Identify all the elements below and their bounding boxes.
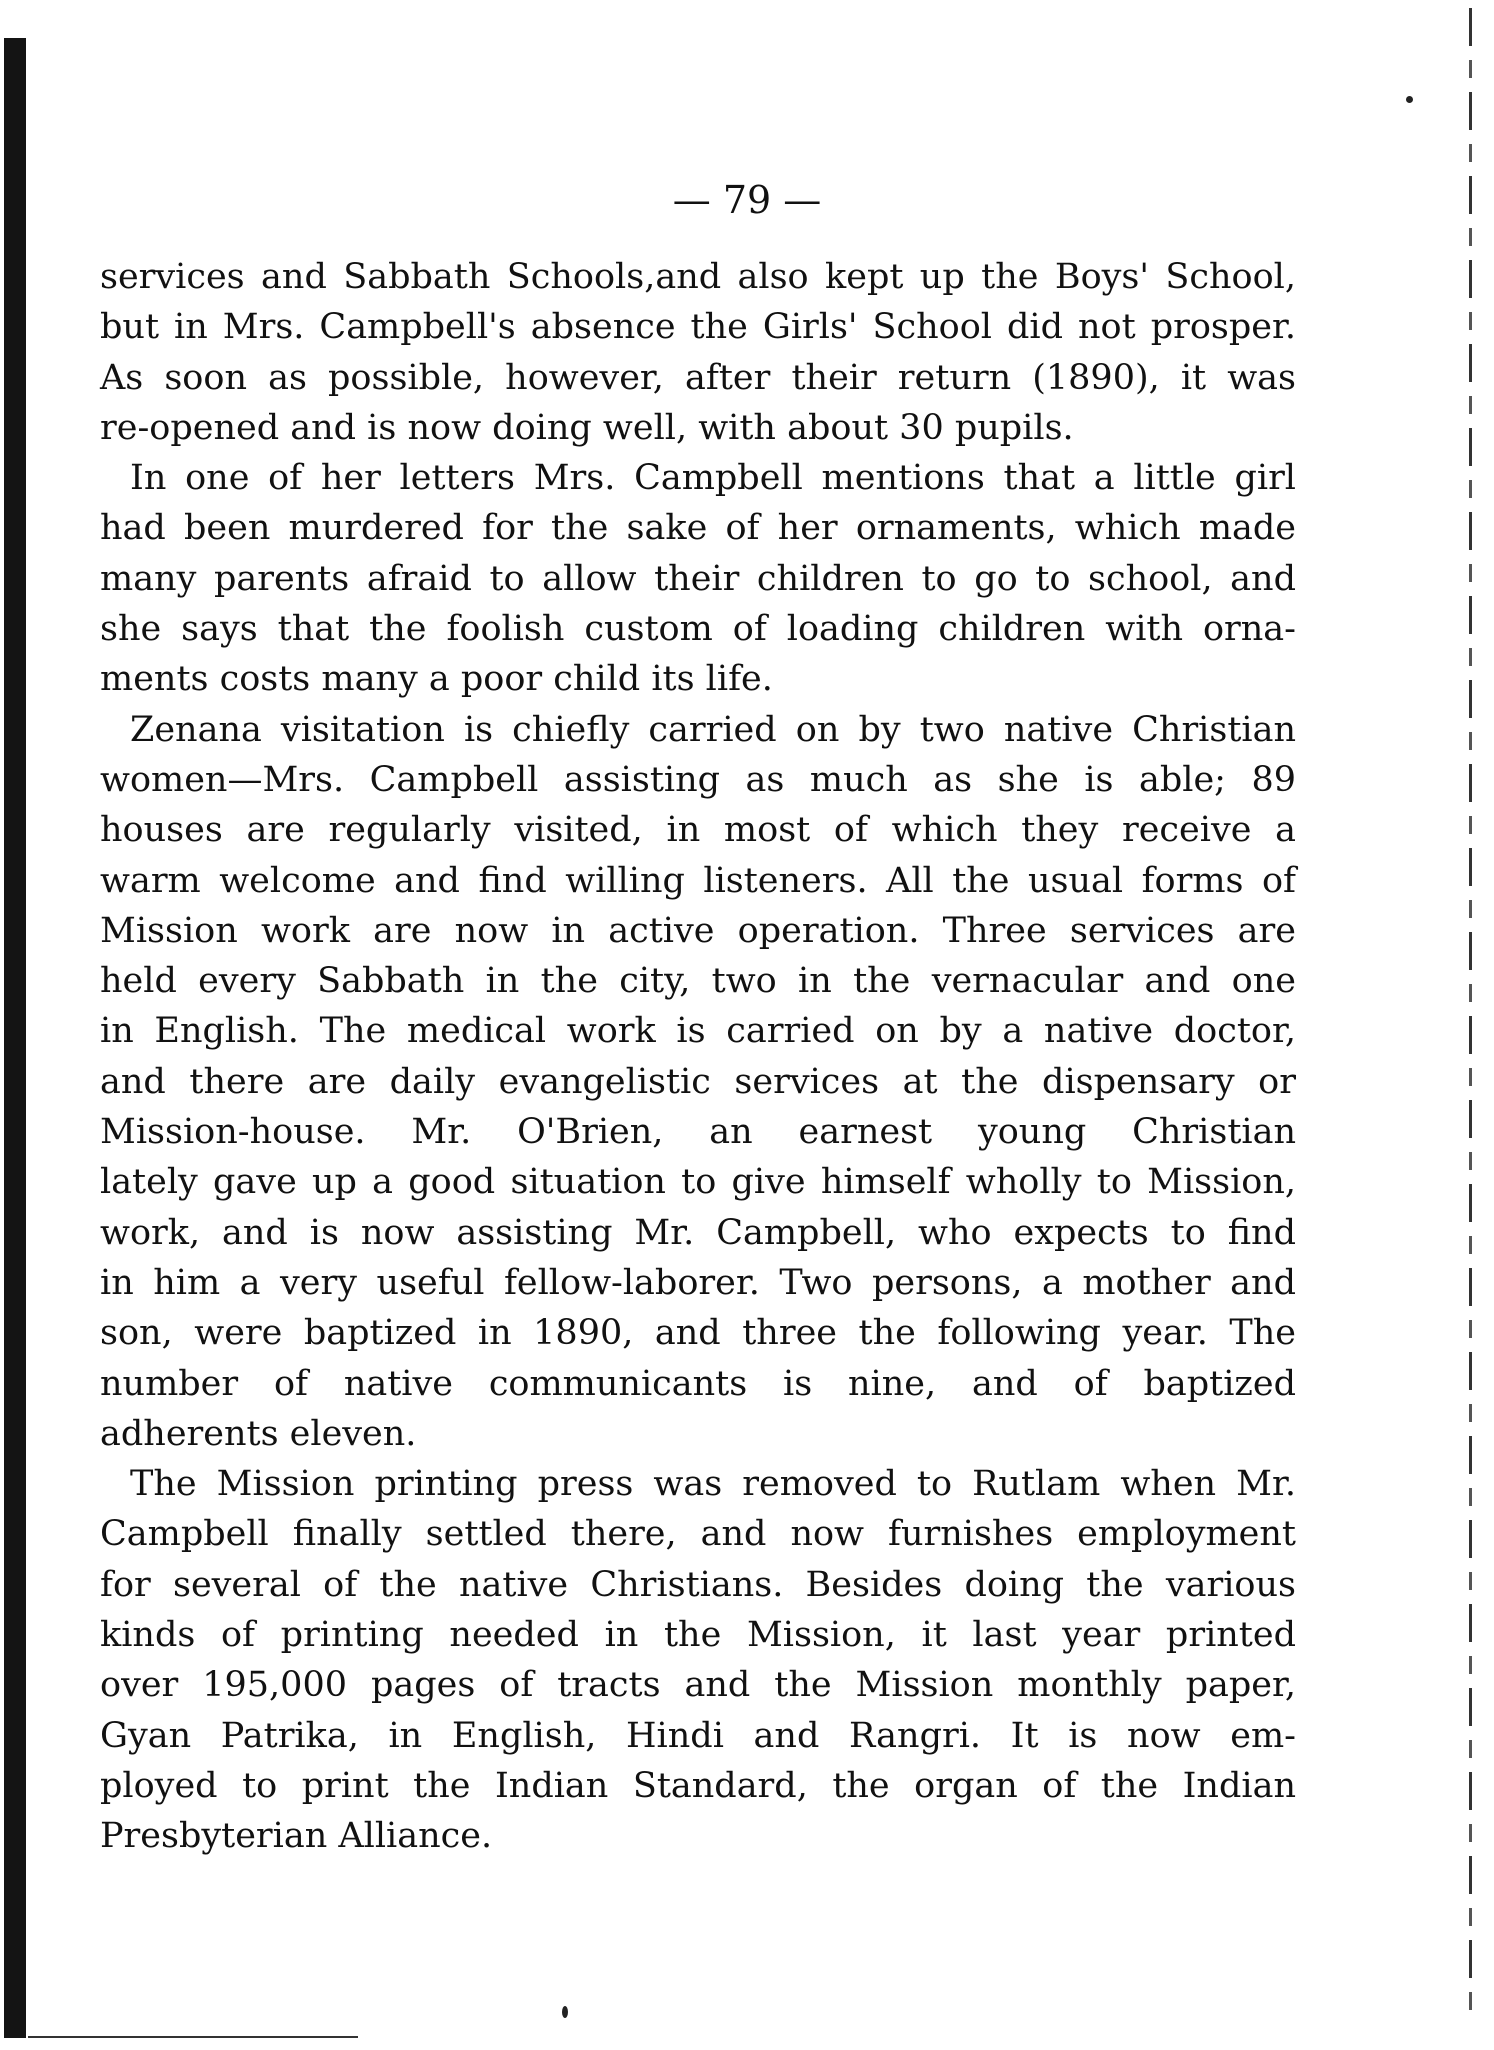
text-line: for several of the native Christians. Besides doing the various <box>100 1564 1296 1605</box>
text-line: Mission work are now in active operation. Three services are <box>100 910 1296 951</box>
text-line: she says that the foolish custom of loading children with orna- <box>100 609 1296 650</box>
text-line: services and Sabbath Schools,and also kept up the Boys' School, <box>100 257 1296 297</box>
binding-edge <box>4 38 26 2038</box>
text-line: had been murdered for the sake of her ornaments, which made <box>100 508 1296 549</box>
text-line: in him a very useful fellow-laborer. Two persons, a mother and <box>100 1262 1296 1303</box>
text-line: lately gave up a good situation to give himself wholly to Mission, <box>100 1162 1296 1203</box>
text-line: work, and is now assisting Mr. Campbell, who expects to find <box>100 1212 1296 1253</box>
scan-speck <box>1406 96 1413 103</box>
text-line: women—Mrs. Campbell assisting as much as she is able; 89 <box>100 759 1296 800</box>
text-line: many parents afraid to allow their children to go to school, and <box>100 558 1296 599</box>
text-line: Gyan Patrika, in English, Hindi and Rangri. It is now em- <box>100 1715 1296 1756</box>
text-line: Mission-house. Mr. O'Brien, an earnest young Christian <box>100 1112 1296 1153</box>
text-line: warm welcome and find willing listeners. All the usual forms of <box>100 860 1296 901</box>
text-line: As soon as possible, however, after their return (1890), it was <box>100 357 1296 398</box>
text-line: son, were baptized in 1890, and three the following year. The <box>100 1313 1296 1354</box>
body-text <box>100 252 1296 1862</box>
text-line: Presbyterian Alliance. <box>100 1816 493 1857</box>
text-line: The Mission printing press was removed to Rutlam when Mr. <box>130 1464 1296 1505</box>
text-line: Zenana visitation is chiefly carried on by two native Christian <box>130 709 1296 750</box>
text-line: kinds of printing needed in the Mission, it last year printed <box>100 1615 1296 1656</box>
text-line: over 195,000 pages of tracts and the Mission monthly paper, <box>100 1665 1296 1706</box>
text-line: but in Mrs. Campbell's absence the Girls' School did not prosper. <box>100 307 1296 348</box>
text-line: In one of her letters Mrs. Campbell mentions that a little girl <box>130 458 1296 499</box>
text-line: re-opened and is now doing well, with about 30 pupils. <box>100 407 1074 448</box>
text-line: ments costs many a poor child its life. <box>100 659 773 700</box>
text-line: Campbell finally settled there, and now furnishes employment <box>100 1514 1296 1555</box>
text-line: number of native communicants is nine, and of baptized <box>100 1363 1296 1404</box>
bottom-rule <box>28 2036 358 2038</box>
text-line: in English. The medical work is carried on by a native doctor, <box>100 1011 1296 1052</box>
text-line: ployed to print the Indian Standard, the organ of the Indian <box>100 1765 1296 1806</box>
page-edge-artifact <box>1469 8 1472 2018</box>
text-line: held every Sabbath in the city, two in the vernacular and one <box>100 961 1296 1002</box>
text-line: and there are daily evangelistic services at the dispensary or <box>100 1061 1296 1102</box>
scan-speck <box>562 2006 568 2018</box>
text-line: houses are regularly visited, in most of which they receive a <box>100 810 1296 851</box>
text-line: adherents eleven. <box>100 1413 417 1454</box>
page-number: — 79 — <box>672 178 822 222</box>
